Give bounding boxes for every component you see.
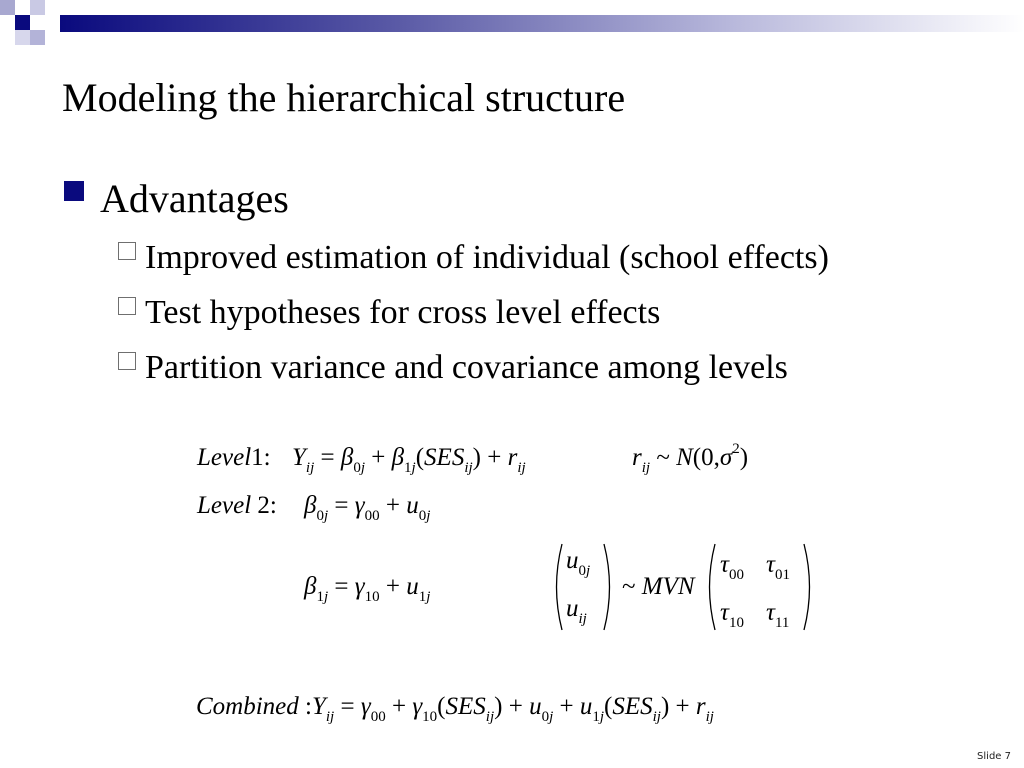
hollow-square-bullet-icon [118,352,136,370]
svg-text:τ01: $\tau_{01}$ [766,551,790,583]
svg-text:Level 2:: Level 2: [197,492,277,519]
svg-text:Yij = β0j + β1j(SESij) + rij: $Y_{ij} = \beta_0j + \beta_1j(SES_{ij}) + r_{ij}$ [292,444,526,476]
svg-text:uij: $u_{ij}$ [566,595,587,627]
svg-text:τ00: $\tau_{00}$ [720,551,744,583]
subbullet-3: Partition variance and covariance among levels [145,349,788,386]
svg-text:~ MVN: ~ MVN [622,573,695,600]
svg-text:τ11: $\tau_{11}$ [766,599,790,631]
svg-text:Level1:: Level1: [197,444,271,471]
svg-text:β1j = γ10 + u1j: $\beta_1j = \gamma_{10} + u_1j$ [304,573,431,605]
hollow-square-bullet-icon [118,297,136,315]
svg-text:τ10: $\tau_{10}$ [720,599,744,631]
model-equations [0,400,1024,740]
slide-title: Modeling the hierarchical structure [62,75,626,120]
svg-text:rij ~ N(0,σ2): $r_{ij}$ ~ $N(0,\sigma^2)$ [632,441,749,476]
title-decoration-bar [0,0,1024,70]
slide-number: Slide 7 [977,751,1011,762]
equation-combined [196,693,714,725]
bullet-square-icon [64,181,84,201]
svg-text:u0j: $u_0j$ [566,547,591,579]
svg-text:β0j = γ00 + u0j: $\beta_0j = \gamma_{00} + u_0j$ [304,492,431,524]
svg-text:Combined :Yij = γ00 + γ10(SESi: Combined $:Y_{ij} = \gamma_{00} + \gamma_{10}(SES_{ij}) + u_0j + u_1j(SES_{ij}) + r_{ij}$ [196,693,714,725]
equation-level1 [196,441,748,476]
equation-level2 [196,492,810,631]
bullet-advantages: Advantages [100,176,289,221]
subbullet-1: Improved estimation of individual (school effects) [145,239,829,276]
subbullet-2: Test hypotheses for cross level effects [145,294,661,331]
hollow-square-bullet-icon [118,242,136,260]
